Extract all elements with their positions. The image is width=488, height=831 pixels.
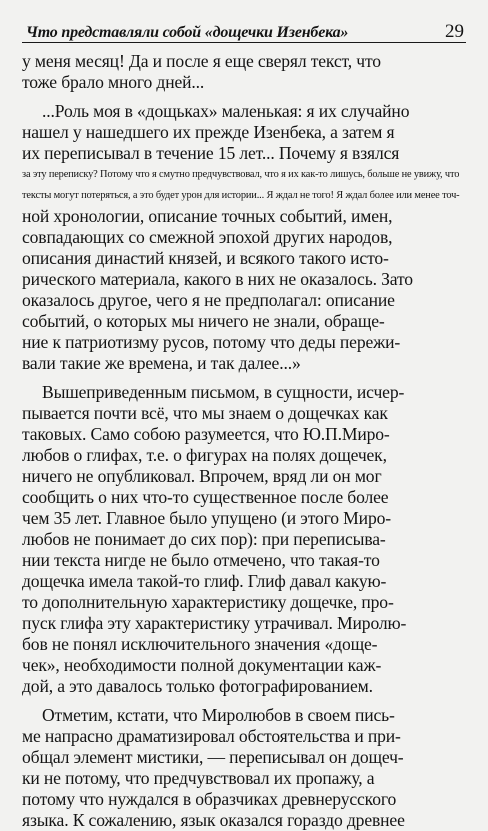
text-line: нии текста нигде не было отмечено, что такая-то [22,550,380,570]
text-line: Вышеприведенным письмом, в сущности, исчер- [42,382,405,402]
text-line: ничего не опубликовал. Впрочем, вряд ли он мог [22,466,382,486]
text-line: дой, а это давалось только фотографированием. [22,676,373,696]
text-line: ние к патриотизму русов, потому что деды пережи- [22,332,401,352]
text-line: тоже брало много дней... [22,72,205,92]
text-line: чем 35 лет. Главное было упущено (и этого Миро- [22,508,391,528]
text-line: совпадающих со смежной эпохой других народов, [22,227,393,247]
text-line: потому что нуждался в образчиках древнерусского [22,789,397,809]
text-line: за эту переписку? Потому что я смутно предчувствовал, что я их как-то лишусь, больше не увижу, что [22,169,460,180]
running-title: Что представляли собой «дощечки Изенбека» [26,24,349,41]
paragraph [22,51,466,93]
text-line: ки не потому, что предчувствовал их пропажу, а [22,768,375,788]
text-line: бов не понял исключительного значения «доще- [22,634,378,654]
book-page [22,16,466,830]
page-header [22,16,466,43]
text-line: сообщить о них что-то существенное после более [22,487,389,507]
text-line: любов не понимает до сих пор): при переписыва- [22,529,386,549]
text-line: таковых. Само собою разумеется, что Ю.П.Миро- [22,424,390,444]
text-line: ...Роль моя в «дощьках» маленькая: я их случайно [42,101,410,121]
text-line: пывается почти всё, что мы знаем о дощечках как [22,403,388,423]
text-line: рического материала, какого в них не оказалось. Зато [22,269,413,289]
text-line: ной хронологии, описание точных событий, имен, [22,206,393,226]
text-line: чек», необходимости полной документации каж- [22,655,382,675]
text-line: дощечка имела такой-то глиф. Глиф давал какую- [22,571,387,591]
page-number: 29 [445,21,464,42]
body-text [22,51,466,831]
text-line: то дополнительную характеристику дощечке, про- [22,592,394,612]
text-line: любов о глифах, т.е. о фигурах на полях дощечек, [22,445,387,465]
paragraph [22,705,466,831]
text-line: оказалось другое, чего я не предполагал: описание [22,290,395,310]
paragraph [22,382,466,697]
text-line: у меня месяц! Да и после я еще сверял текст, что [22,51,381,71]
text-line: общал элемент мистики, — переписывал он дощеч- [22,747,404,767]
text-line: Отметим, кстати, что Миролюбов в своем пись- [42,705,395,725]
paragraph [22,101,466,374]
text-line: ме напрасно драматизировал обстоятельства и при- [22,726,401,746]
text-line: описания династий князей, и всякого такого исто- [22,248,389,268]
text-line: тексты могут потеряться, а это будет урон для истории... Я ждал не того! Я ждал более или менее точ- [22,190,460,201]
text-line: событий, о которых мы ничего не знали, обраще- [22,311,385,331]
text-line: языка. К сожалению, язык оказался гораздо древнее [22,810,405,830]
text-line: пуск глифа эту характеристику утрачивал. Миролю- [22,613,407,633]
text-line: нашел у нашедшего их прежде Изенбека, а затем я [22,122,395,142]
text-line: вали такие же времена, и так далее...» [22,353,301,373]
text-line: их переписывал в течение 15 лет... Почему я взялся [22,143,400,163]
